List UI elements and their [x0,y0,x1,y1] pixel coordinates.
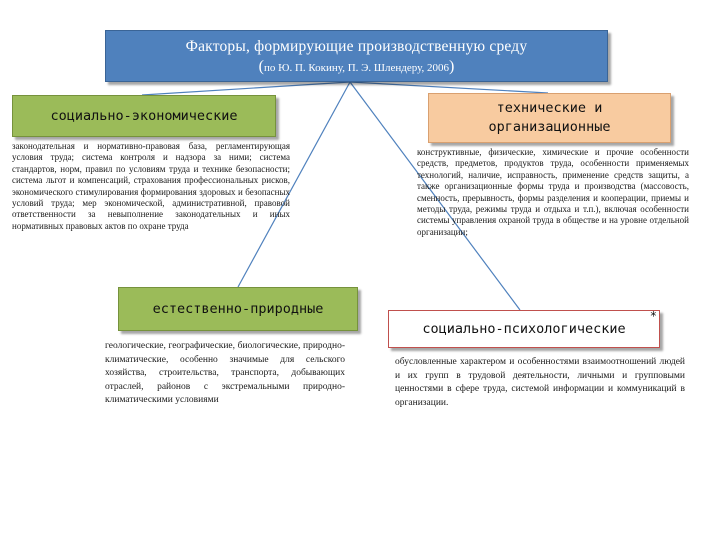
factor-technical-label-line2: организационные [488,119,611,135]
factor-natural-box [118,287,358,331]
footnote-mark: * [649,309,657,323]
diagram-title-box [105,30,608,82]
connector-socio-economic [142,82,350,95]
factor-socio-economic-description: законодательная и нормативно-правовая база, регламентирующая условия труда; система контроля и надзора за ними; система стандартов, норм, правил по условиям труда и технике безопасности; система льгот и компенсаций, страхования профессиональных рисков, экономического стимулирования формирования здоровых и безопасных условий труда; мер экономической, административной, правовой ответственности за невыполнение законодательных и иных нормативных правовых актов по охране труда [12,141,290,231]
connector-technical [350,82,548,93]
factor-natural-label: естественно-природные [152,301,324,317]
source-close-paren: ) [449,57,455,75]
factor-technical-description: конструктивные, физические, химические и прочие особенности средств, предметов, продуктов труда, особенности применяемых технологий, наличие, исправность, применение средств защиты, а также организационные формы труда и производства (массовость, сменность, прерывность, формы разделения и кооперации, приемы и методы труда, режимы труда и отдыха и т.п.), включая особенности системы управления охраной труда в обществе и на уровне отдельной организации; [417,147,689,237]
diagram-source [259,59,455,76]
factor-natural-description: геологические, географические, биологические, природно-климатические, особенно значимые для сельского хозяйства, строительства, транспорта, добывающих отраслей, районов с экстремальными природно-климатическими условиями [105,341,345,405]
factor-psychological-description: обусловленные характером и особенностями взаимоотношений людей и их групп в трудовой деятельности, личными и групповыми ценностями в сфере труда, системой информации и коммуникаций в организации. [395,357,685,408]
factor-technical-box [428,93,671,143]
factor-socio-economic-label: социально-экономические [50,108,238,124]
factor-socio-economic-box [12,95,276,137]
source-open-paren: ( [258,57,264,75]
factor-technical-label-line1: технические и [496,100,603,116]
factor-psychological-box [388,310,660,348]
factor-psychological-label: социально-психологические [422,321,626,337]
diagram-title: Факторы, формирующие производственную среду [185,37,528,55]
source-text: по Ю. П. Кокину, П. Э. Шлендеру, 2006 [264,61,449,74]
